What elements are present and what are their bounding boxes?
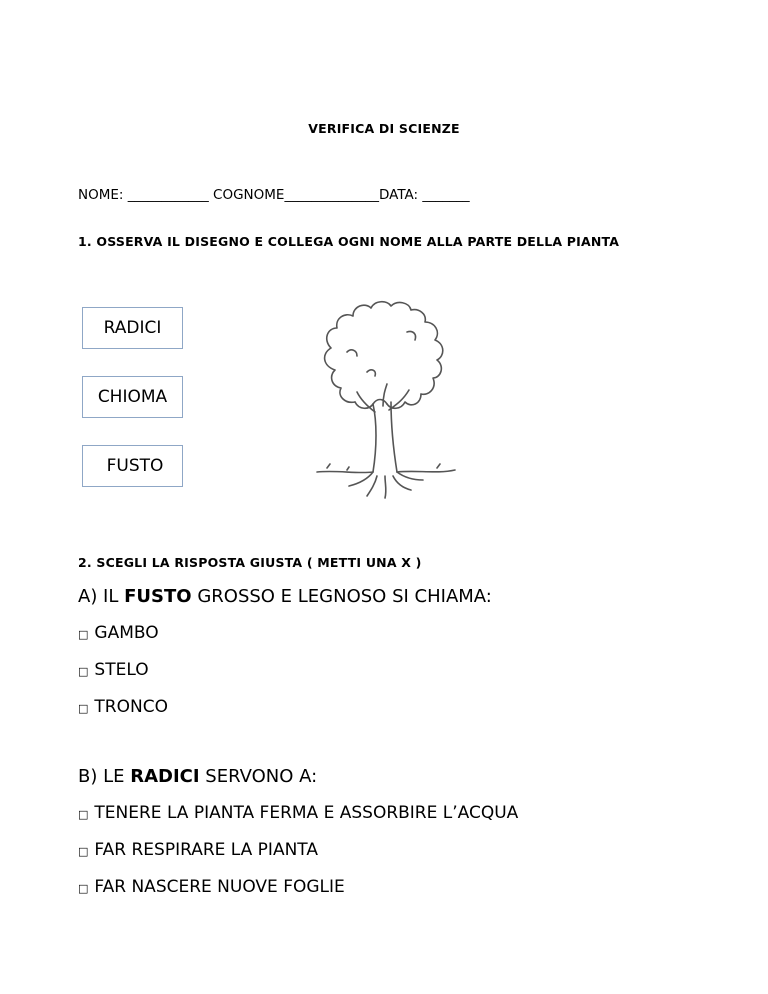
question-b-prefix: B) LE (78, 766, 131, 787)
label-box-text: FUSTO (106, 456, 164, 476)
checkbox-icon[interactable]: □ (78, 664, 89, 678)
label-box-text: RADICI (103, 318, 162, 338)
checkbox-icon[interactable]: □ (78, 701, 89, 715)
label-box-chioma[interactable] (82, 376, 183, 418)
question-b-suffix: SERVONO A: (199, 766, 318, 787)
option-label: FAR NASCERE NUOVE FOGLIE (94, 877, 345, 897)
tree-roots (349, 472, 373, 486)
option-label: FAR RESPIRARE LA PIANTA (94, 840, 318, 860)
tree-canopy (325, 302, 443, 409)
question-a-prefix: A) IL (78, 586, 125, 607)
label-box-fusto[interactable] (82, 445, 183, 487)
question-2-heading: 2. SCEGLI LA RISPOSTA GIUSTA ( METTI UNA X ) (78, 555, 422, 570)
question-a (78, 586, 492, 607)
nome-label: NOME: (78, 187, 124, 203)
tree-drawing (287, 272, 487, 512)
checkbox-icon[interactable]: □ (78, 807, 89, 821)
tree-trunk (373, 404, 376, 472)
cognome-label: COGNOME (213, 187, 285, 203)
option-a3[interactable] (78, 697, 168, 717)
student-info-line (78, 187, 470, 203)
option-label: GAMBO (94, 623, 159, 643)
option-a1[interactable] (78, 623, 159, 643)
question-a-keyword: FUSTO (124, 586, 192, 607)
cognome-blank[interactable]: ______________ (284, 187, 379, 203)
data-label: DATA: (378, 187, 419, 203)
question-b-keyword: RADICI (130, 766, 200, 787)
label-box-radici[interactable] (82, 307, 183, 349)
checkbox-icon[interactable]: □ (78, 881, 89, 895)
option-b2[interactable] (78, 840, 318, 860)
option-a2[interactable] (78, 660, 149, 680)
option-label: TENERE LA PIANTA FERMA E ASSORBIRE L’ACQUA (94, 803, 519, 823)
data-blank[interactable]: _______ (422, 187, 470, 203)
option-b3[interactable] (78, 877, 345, 897)
option-label: TRONCO (94, 697, 168, 717)
checkbox-icon[interactable]: □ (78, 627, 89, 641)
ground-line (317, 471, 373, 472)
page-title: VERIFICA DI SCIENZE (308, 121, 460, 136)
question-1-heading: 1. OSSERVA IL DISEGNO E COLLEGA OGNI NOME ALLA PARTE DELLA PIANTA (78, 234, 620, 249)
option-label: STELO (94, 660, 149, 680)
question-b (78, 766, 317, 787)
label-box-text: CHIOMA (97, 387, 168, 407)
question-a-suffix: GROSSO E LEGNOSO SI CHIAMA: (191, 586, 492, 607)
option-b1[interactable] (78, 803, 518, 823)
checkbox-icon[interactable]: □ (78, 844, 89, 858)
nome-blank[interactable]: ____________ (127, 187, 209, 203)
